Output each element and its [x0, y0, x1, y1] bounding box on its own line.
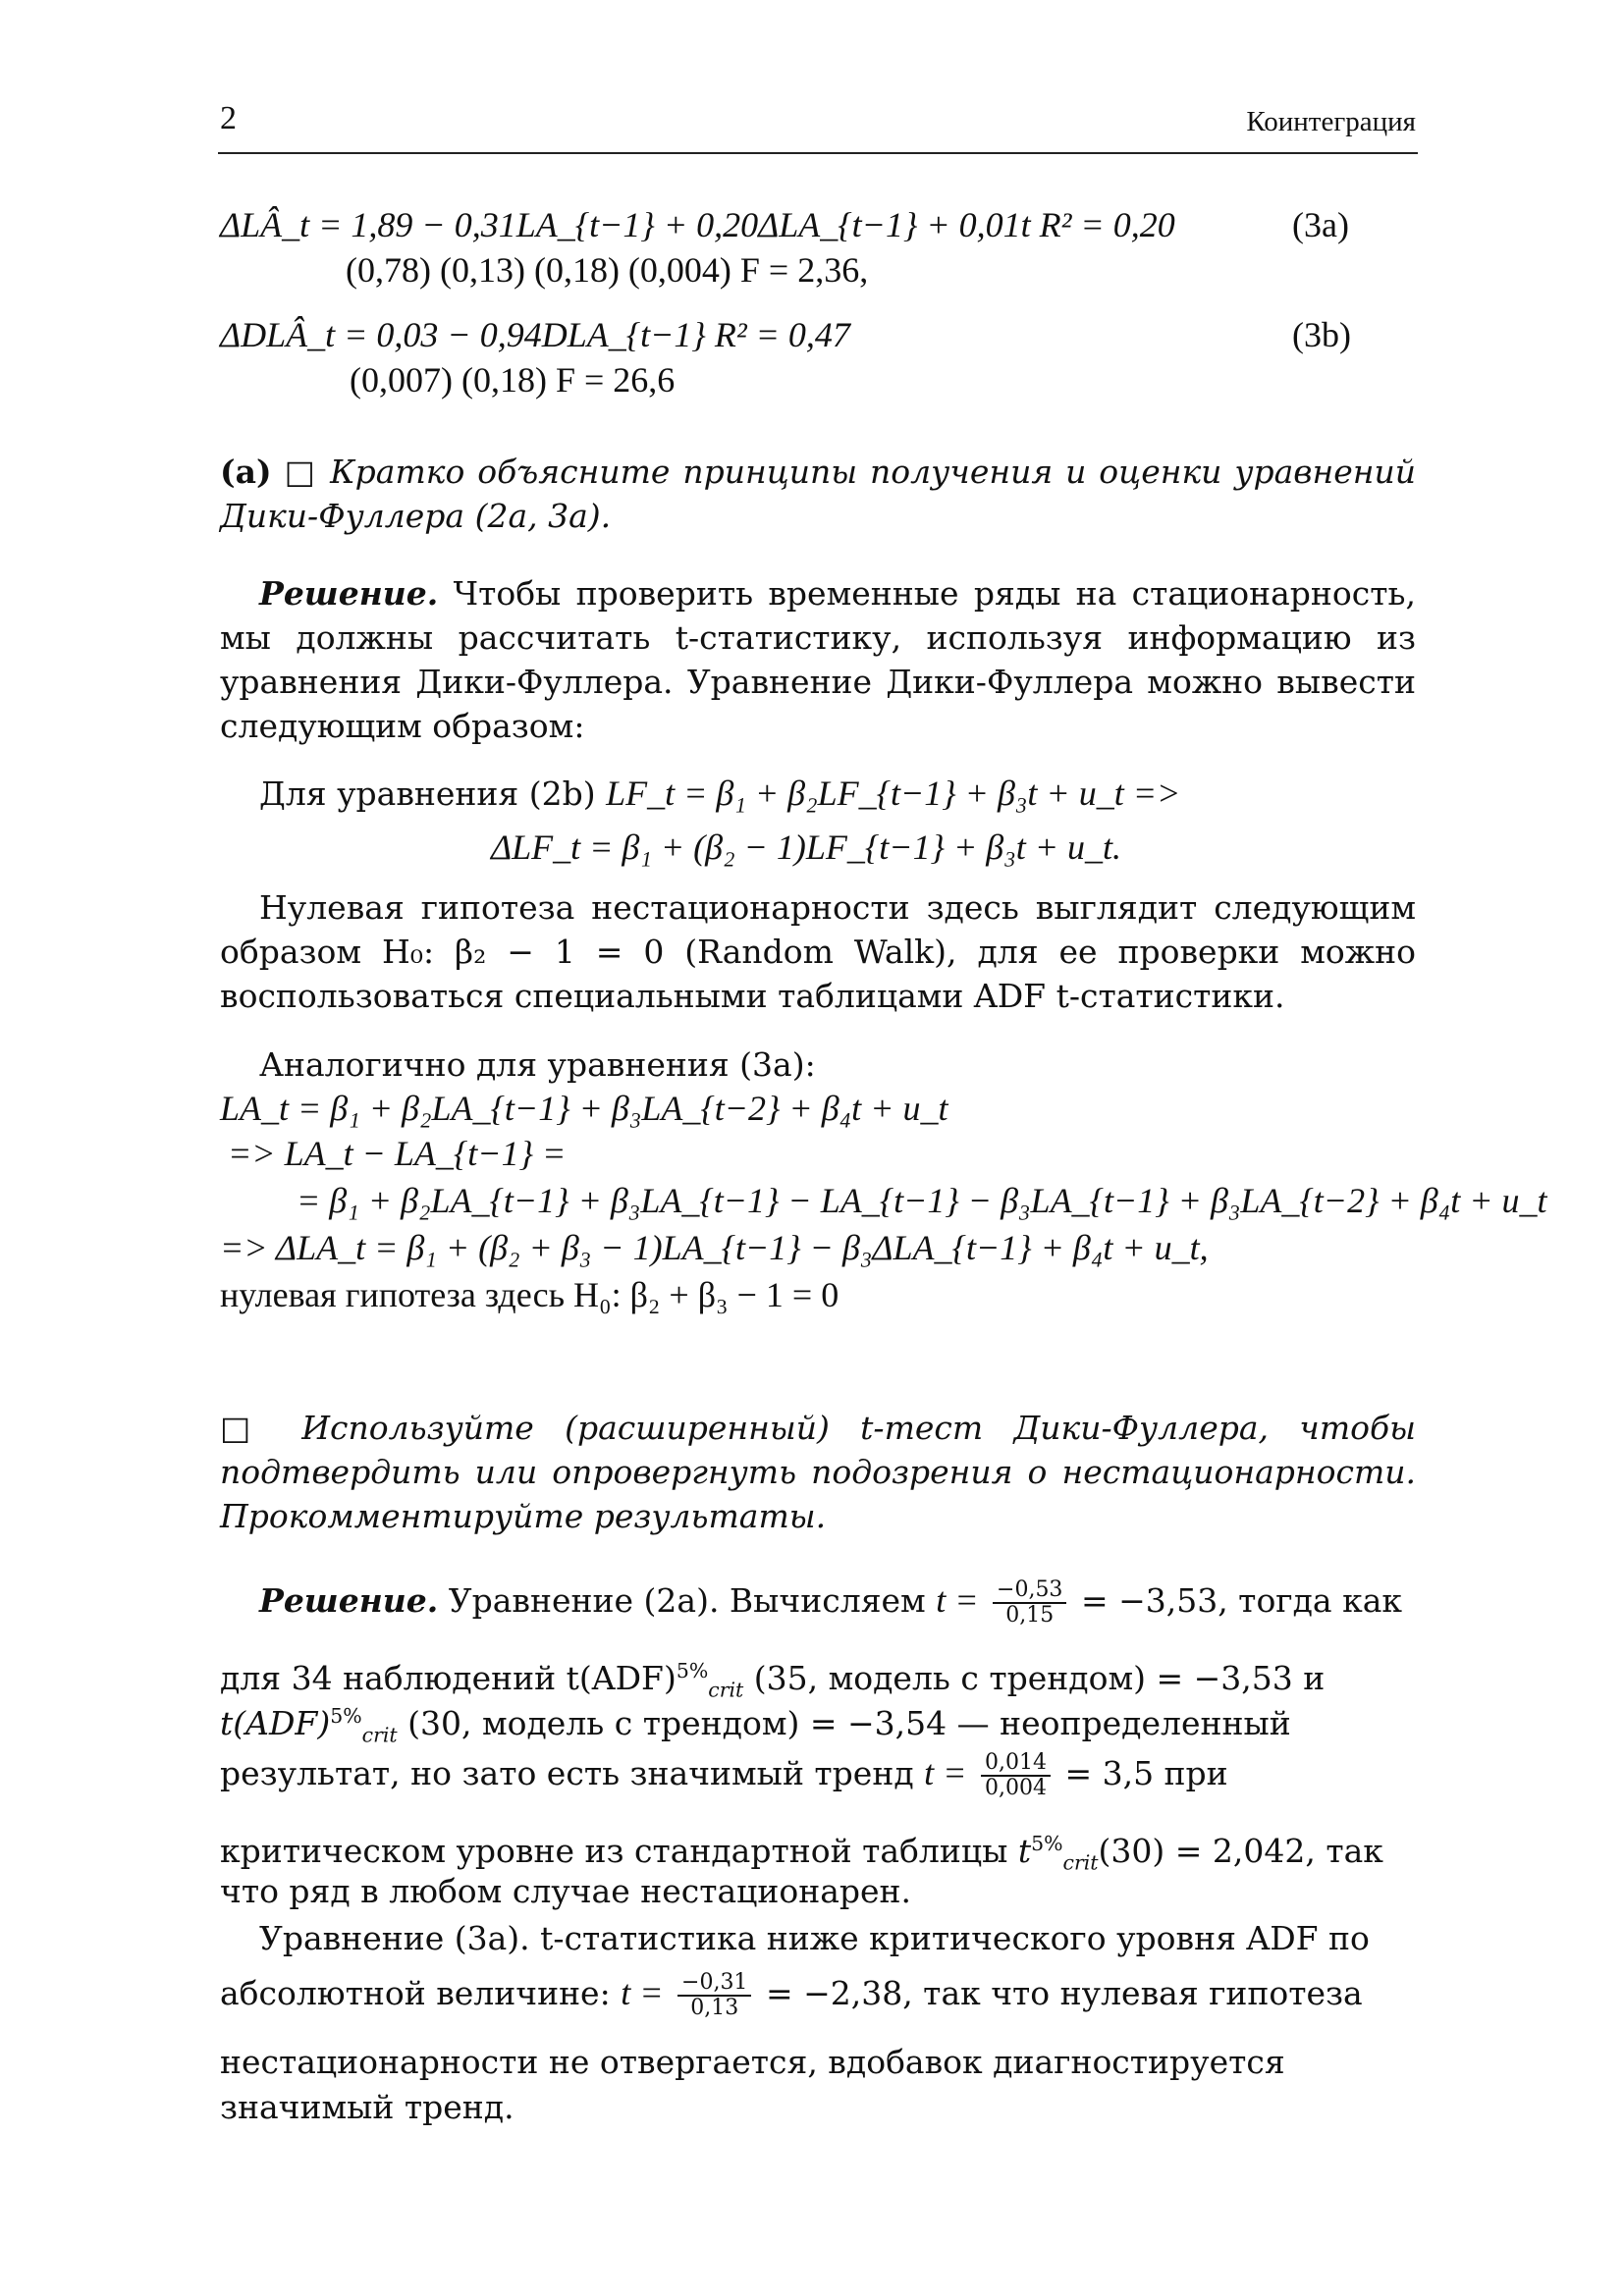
checkbox-icon: □ [284, 453, 318, 491]
task-b [220, 1406, 1416, 1538]
fraction-t1 [993, 1578, 1066, 1628]
fraction-t2 [981, 1751, 1051, 1800]
solution2-line4-a: результат, но зато есть значимый тренд [220, 1754, 914, 1792]
t-adf-symbol: t(ADF) [220, 1704, 331, 1742]
fraction-t2-den: 0,004 [984, 1776, 1047, 1800]
solution2-line6: что ряд в любом случае нестационарен. [220, 1872, 912, 1910]
solution2-line5-b: (30) = 2,042, так [1098, 1832, 1383, 1870]
solution2-p2-line3: нестационарности не отвергается, вдобавок диагностируется [220, 2043, 1285, 2081]
task-b-text: Используйте (расширенный) t-тест Дики-Фуллера, чтобы подтвердить или опровергнуть подозрения о нестационарности. Прокомментируйте результаты. [220, 1409, 1416, 1535]
equation-3a-line1: ΔLÂ_t = 1,89 − 0,31LA_{t−1} + 0,20ΔLA_{t−1} + 0,01t R² = 0,20 [220, 205, 1175, 244]
solution2-line4 [220, 1751, 1228, 1800]
solution2-line3-b: (30, модель с трендом) = −3,54 — неопределенный [407, 1704, 1291, 1742]
solution2-text-b: = −3,53, тогда как [1080, 1581, 1403, 1620]
sup-5pct: 5% [1031, 1832, 1063, 1855]
fraction-t3 [677, 1971, 751, 2020]
eq3a-derivation-1: LA_t = β₁ + β₂LA_{t−1} + β₃LA_{t−2} + β₄t + u_t [220, 1089, 948, 1128]
solution2-p2-line1: Уравнение (3a). t-статистика ниже критического уровня ADF по [259, 1919, 1370, 1957]
sub-crit: crit [361, 1723, 398, 1747]
sup-5pct: 5% [676, 1659, 709, 1682]
task-a [220, 450, 1416, 538]
equation-3b-line2: (0,007) (0,18) F = 26,6 [350, 360, 676, 400]
eq2b-line [259, 772, 1180, 816]
solution1-text: Чтобы проверить временные ряды на стационарность, мы должны рассчитать t-статистику, используя информацию из уравнения Дики-Фуллера. Уравнение Дики-Фуллера можно вывести следующим образом: [220, 574, 1416, 745]
eq2b-formula: LF_t = β₁ + β₂LF_{t−1} + β₃t + u_t => [606, 774, 1181, 813]
solution2-p2-line2-a: абсолютной величине: [220, 1974, 611, 2012]
solution2-line1 [259, 1578, 1416, 1628]
fraction-t2-num: 0,014 [981, 1751, 1051, 1777]
page-number: 2 [220, 100, 237, 136]
eq3a-derivation-4: => ΔLA_t = β₁ + (β₂ + β₃ − 1)LA_{t−1} − β₃ΔLA_{t−1} + β₄t + u_t, [220, 1228, 1209, 1267]
solution2-line3 [220, 1694, 1291, 1758]
analog-intro: Аналогично для уравнения (3a): [259, 1045, 816, 1084]
t-symbol: t = [621, 1973, 664, 2012]
solution1-paragraph [220, 571, 1416, 748]
solution-lead: Решение. [259, 1581, 439, 1620]
solution2-line5-a: критическом уровне из стандартной таблицы [220, 1832, 1008, 1870]
solution2-line4-b: = 3,5 при [1064, 1754, 1228, 1792]
t-symbol: t = [924, 1753, 967, 1792]
eq3a-null-hypothesis: нулевая гипотеза здесь H₀: β₂ + β₃ − 1 = 0 [220, 1275, 839, 1314]
sub-crit: crit [708, 1678, 744, 1702]
solution2-p2-line2-b: = −2,38, так что нулевая гипотеза [765, 1974, 1363, 2012]
running-title: Коинтеграция [1246, 106, 1416, 137]
null-hypothesis-paragraph: Нулевая гипотеза нестационарности здесь выглядит следующим образом H₀: β₂ − 1 = 0 (Random Walk), для ее проверки можно воспользоваться специальными таблицами ADF t-статистики. [220, 888, 1416, 1015]
solution2-line2-b: (35, модель с трендом) = −3,53 и [753, 1659, 1326, 1697]
header-rule [218, 152, 1418, 154]
t-crit-symbol: t [1017, 1832, 1032, 1870]
equation-3a-label: (3a) [1292, 205, 1349, 244]
solution2-text-a: Уравнение (2a). Вычисляем [448, 1581, 926, 1620]
checkbox-icon: □ [220, 1409, 271, 1447]
fraction-t3-den: 0,13 [690, 1996, 739, 2020]
task-a-marker: (a) [220, 453, 272, 491]
fraction-t3-num: −0,31 [677, 1971, 751, 1997]
task-a-text: Кратко объясните принципы получения и оценки уравнений Дики-Фуллера (2a, 3a). [220, 453, 1417, 535]
sub-crit: crit [1062, 1850, 1099, 1875]
eq3a-derivation-3: = β₁ + β₂LA_{t−1} + β₃LA_{t−1} − LA_{t−1} − β₃LA_{t−1} + β₃LA_{t−2} + β₄t + u_t [297, 1181, 1547, 1220]
sup-5pct: 5% [330, 1704, 362, 1728]
solution-lead: Решение. [259, 574, 439, 613]
eq2b-intro: Для уравнения (2b) [259, 774, 596, 813]
fraction-t1-num: −0,53 [993, 1578, 1066, 1604]
equation-3a-line2: (0,78) (0,13) (0,18) (0,004) F = 2,36, [346, 250, 869, 290]
equation-3b-line1: ΔDLÂ_t = 0,03 − 0,94DLA_{t−1} R² = 0,47 [220, 315, 850, 354]
eq3a-derivation-2: => LA_t − LA_{t−1} = [228, 1134, 567, 1173]
fraction-t1-den: 0,15 [1005, 1603, 1055, 1628]
solution2-line2-a: для 34 наблюдений t(ADF) [220, 1659, 677, 1697]
solution2-p2-line4: значимый тренд. [220, 2088, 514, 2126]
solution2-p2-line2 [220, 1971, 1363, 2020]
equation-3b-label: (3b) [1292, 315, 1351, 354]
eq2b-transformed: ΔLF_t = β₁ + (β₂ − 1)LF_{t−1} + β₃t + u_t. [491, 828, 1122, 867]
t-symbol: t = [936, 1580, 979, 1620]
